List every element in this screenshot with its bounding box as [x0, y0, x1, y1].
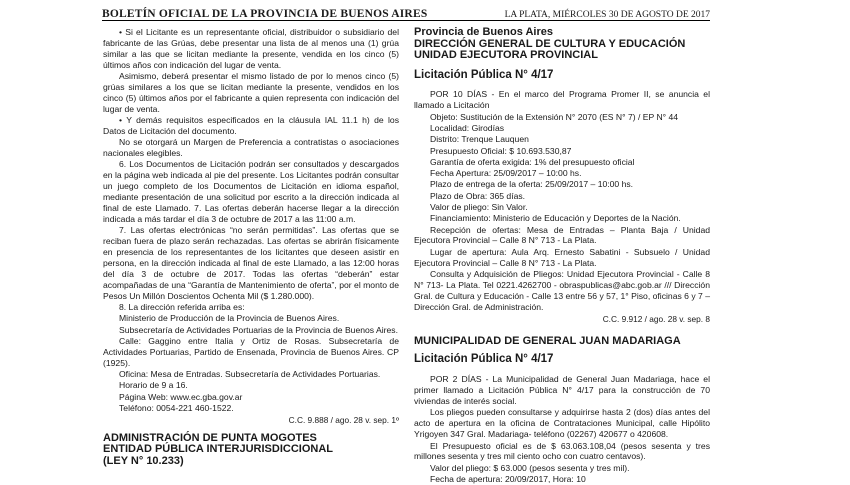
section-title: DIRECCIÓN GENERAL DE CULTURA Y EDUCACIÓN — [414, 37, 686, 50]
detail-line: Recepción de ofertas: Mesa de Entradas – Planta Baja / Unidad Ejecutora Provincial – Calle 8 N° 713 - La Plata. — [414, 224, 710, 246]
paragraph: • Si el Licitante es un representante oficial, distribuidor o subsidiario del fabricante de las Grúas, debe presentar una lista de al menos una (1) grúa similar a las que se licitan mediante la presente, vendida en los cinco (5) últimos años con indicación del lugar de venta. — [103, 27, 399, 70]
paragraph: POR 2 DÍAS - La Municipalidad de General Juan Madariaga, hace el primer llamado a Licitación Pública N° 4/17 para la construcción de 70 viviendas de interés social. — [414, 374, 710, 407]
paragraph: 8. La dirección referida arriba es: — [119, 302, 245, 312]
detail-line: Lugar de apertura: Aula Arq. Ernesto Sabatini - Subsuelo / Unidad Ejecutora Provincial – Calle 8 N° 713 - La Plata. — [414, 246, 710, 268]
publication-title: BOLETÍN OFICIAL DE LA PROVINCIA DE BUENOS AIRES — [102, 8, 428, 20]
paragraph: Teléfono: 0054-221 460-1522. — [119, 402, 234, 413]
publication-date: LA PLATA, MIÉRCOLES 30 DE AGOSTO DE 2017 — [504, 10, 710, 20]
section-title: MUNICIPALIDAD DE GENERAL JUAN MADARIAGA — [414, 334, 681, 347]
tender-title: Licitación Pública N° 4/17 — [414, 68, 554, 81]
tender-title: Licitación Pública N° 4/17 — [414, 353, 554, 366]
paragraph: 6. Los Documentos de Licitación podrán ser consultados y descargados en la página web indicada al pie del presente. Los Licitantes podrán consultar un juego completo de los Documentos de Licitación en idioma español, mediante presentación de una solicitud por escrito a la dirección indicada al final de este Llamado. 7. Las ofertas deberán hacerse llegar a la dirección indicada a más tardar el día 3 de octubre de 2017 a las 11:00 a.m. — [103, 159, 399, 224]
paragraph: Ministerio de Producción de la Provincia de Buenos Aires. — [119, 313, 340, 324]
left-column — [103, 27, 399, 467]
detail-line: Presupuesto Oficial: $ 10.693.530,87 — [430, 145, 572, 156]
paragraph: Oficina: Mesa de Entradas. Subsecretaría de Actividades Portuarias. — [119, 369, 381, 379]
paragraph: Valor del pliego: $ 63.000 (pesos sesenta y tres mil). — [430, 462, 630, 473]
paragraph: No se otorgará un Margen de Preferencia a contratistas o asociaciones nacionales elegibles. — [103, 137, 399, 159]
detail-line: Consulta y Adquisición de Pliegos: Unidad Ejecutora Provincial - Calle 8 N° 713- La Plata. Tel 0221.4262700 - obraspublicas@abc.gob.ar /// Dirección Gral. de Cultura y Educación - Calle 13 entre 56 y 57, 1° Piso, oficinas 6 y 7 – Dirección Gral. de Administración. — [414, 268, 710, 312]
detail-line: Fecha Apertura: 25/09/2017 – 10:00 hs. — [430, 168, 582, 179]
reference-code: C.C. 9.888 / ago. 28 v. sep. 1º — [288, 414, 399, 425]
paragraph: Página Web: www.ec.gba.gov.ar — [119, 391, 243, 402]
detail-line: Objeto: Sustitución de la Extensión N° 2070 (ES N° 7) / EP N° 44 — [430, 111, 679, 122]
detail-line: Valor de pliego: Sin Valor. — [430, 201, 528, 212]
paragraph: Calle: Gaggino entre Italia y Ortiz de Rosas. Subsecretaría de Actividades Portuarias, Partido de Ensenada, Provincia de Buenos Aires. CP (1925). — [103, 335, 399, 368]
detail-line: Plazo de entrega de la oferta: 25/09/2017 – 10:00 hs. — [430, 179, 634, 190]
section-law: (LEY N° 10.233) — [103, 454, 184, 467]
detail-line: Financiamiento: Ministerio de Educación y Deportes de la Nación. — [430, 213, 681, 224]
paragraph: El Presupuesto oficial es de $ 63.063.108,04 (pesos sesenta y tres millones sesenta y tres mil ciento ocho con cuatro centavos). — [414, 440, 710, 462]
detail-line: Garantía de oferta exigida: 1% del presupuesto oficial — [430, 156, 635, 167]
detail-line: Plazo de Obra: 365 días. — [430, 190, 526, 201]
paragraph: Asimismo, deberá presentar el mismo listado de por lo menos cinco (5) grúas similares a los que se licitan mediante la presente, vendidos en los cinco (5) últimos años por el fabricante a quien representa con indicación del lugar de venta. — [103, 71, 399, 114]
section-title: ADMINISTRACIÓN DE PUNTA MOGOTES — [103, 431, 317, 444]
paragraph: Subsecretaría de Actividades Portuarias de la Provincia de Buenos Aires. — [119, 324, 398, 335]
reference-code: C.C. 9.912 / ago. 28 v. sep. 8 — [602, 313, 710, 324]
paragraph: POR 10 DÍAS - En el marco del Programa Promer II, se anuncia el llamado a Licitación — [414, 89, 710, 111]
paragraph: Fecha de apertura: 20/09/2017, Hora: 10 — [430, 474, 586, 485]
paragraph: Los pliegos pueden consultarse y adquirirse hasta 2 (dos) días antes del acto de apertura en la oficina de Contrataciones Municipal, calle Hipólito Yrigoyen 347 Gral. Madariaga- teléfono (02267) 420677 o 420608. — [414, 407, 710, 440]
paragraph: Horario de 9 a 16. — [119, 380, 188, 391]
right-column — [414, 27, 710, 485]
detail-line: Localidad: Girodías — [430, 122, 505, 133]
page-header — [102, 5, 710, 21]
section-subtitle: ENTIDAD PÚBLICA INTERJURISDICCIONAL — [103, 443, 333, 456]
paragraph: • Y demás requisitos especificados en la cláusula IAL 11.1 h) de los Datos de Licitación del documento. — [103, 115, 399, 136]
section-province: Provincia de Buenos Aires — [414, 26, 553, 38]
section-subtitle: UNIDAD EJECUTORA PROVINCIAL — [414, 49, 598, 61]
detail-line: Distrito: Trenque Lauquen — [430, 134, 529, 145]
paragraph: 7. Las ofertas electrónicas “no serán permitidas”. Las ofertas que se reciban fuera de plazo serán rechazadas. Las ofertas se abrirán físicamente en presencia de los representantes de los licitantes que deseen asistir en persona, en la dirección indicada al final de este Llamado, a las 12:00 horas del día 3 de octubre de 2017. Todas las ofertas “deberán” estar acompañadas de una “Garantía de Mantenimiento de oferta”, por el monto de Pesos Un Millón Doscientos Ochenta Mil ($ 1.280.000). — [103, 225, 399, 301]
